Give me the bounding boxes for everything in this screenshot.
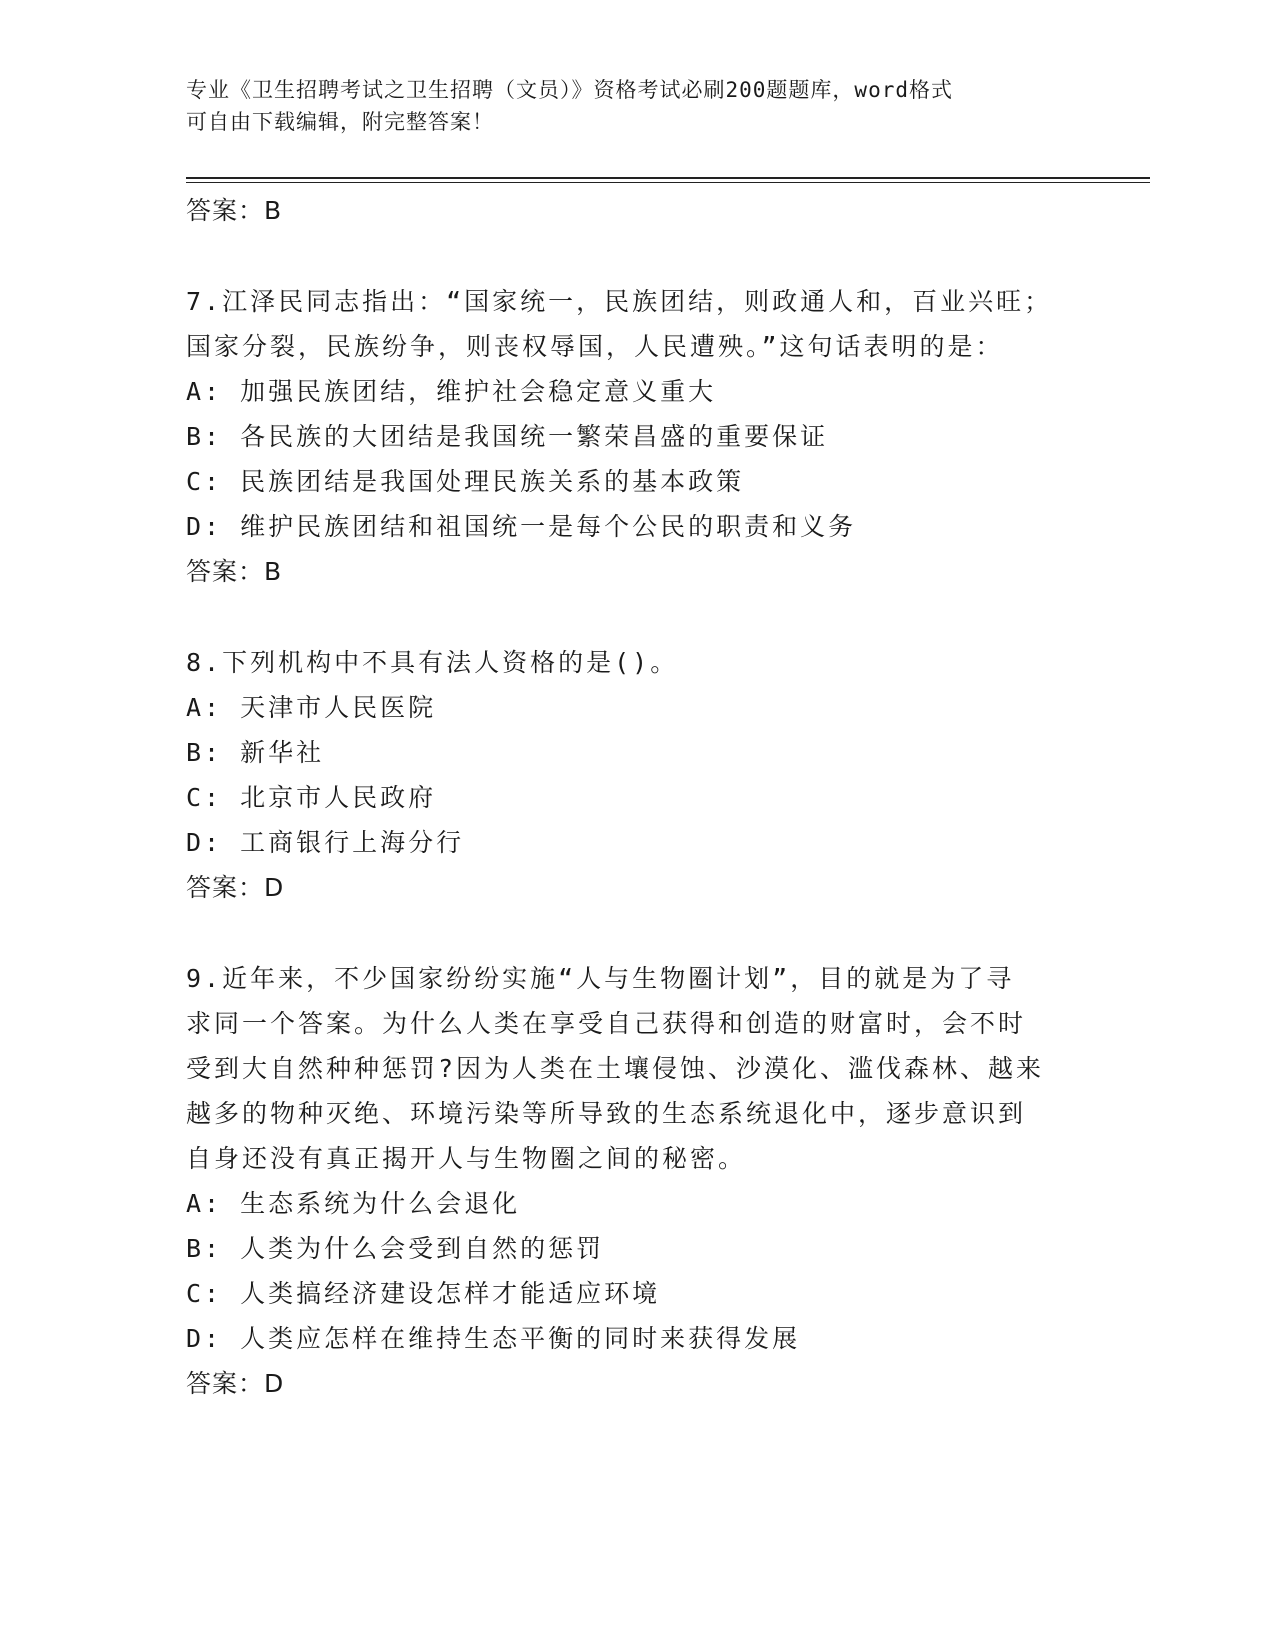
option-c: C: 人类搞经济建设怎样才能适应环境 xyxy=(186,1279,661,1308)
question-8 xyxy=(186,640,1086,911)
question-stem-line: 自身还没有真正揭开人与生物圈之间的秘密。 xyxy=(186,1144,747,1173)
question-stem-line: 受到大自然种种惩罚?因为人类在土壤侵蚀、沙漠化、滥伐森林、越来 xyxy=(186,1054,1045,1083)
option-b: B: 人类为什么会受到自然的惩罚 xyxy=(186,1234,605,1263)
question-7 xyxy=(186,279,1086,595)
question-stem-line: 8.下列机构中不具有法人资格的是()。 xyxy=(186,648,679,677)
option-b: B: 各民族的大团结是我国统一繁荣昌盛的重要保证 xyxy=(186,422,829,451)
answer-8: 答案：D xyxy=(186,873,285,902)
option-a: A: 天津市人民医院 xyxy=(186,693,437,722)
previous-answer: 答案：B xyxy=(186,196,283,225)
document-body xyxy=(186,188,1086,1407)
answer-9: 答案：D xyxy=(186,1369,285,1398)
option-b: B: 新华社 xyxy=(186,738,325,767)
header-line-2: 可自由下载编辑，附完整答案！ xyxy=(186,110,494,134)
header-rule-thin xyxy=(186,182,1150,183)
question-stem-line: 9.近年来，不少国家纷纷实施“人与生物圈计划”，目的就是为了寻 xyxy=(186,964,1015,993)
option-c: C: 民族团结是我国处理民族关系的基本政策 xyxy=(186,467,745,496)
option-d: D: 工商银行上海分行 xyxy=(186,828,465,857)
document-header xyxy=(186,74,1066,138)
header-line-1: 专业《卫生招聘考试之卫生招聘（文员）》资格考试必刷200题题库，word格式 xyxy=(186,78,953,102)
question-stem-line: 越多的物种灭绝、环境污染等所导致的生态系统退化中，逐步意识到 xyxy=(186,1099,1027,1128)
question-9 xyxy=(186,956,1086,1407)
option-c: C: 北京市人民政府 xyxy=(186,783,437,812)
option-d: D: 维护民族团结和祖国统一是每个公民的职责和义务 xyxy=(186,512,857,541)
header-rule-thick xyxy=(186,177,1150,179)
question-stem-line: 7.江泽民同志指出：“国家统一，民族团结，则政通人和，百业兴旺； xyxy=(186,287,1053,316)
option-d: D: 人类应怎样在维持生态平衡的同时来获得发展 xyxy=(186,1324,801,1353)
option-a: A: 生态系统为什么会退化 xyxy=(186,1189,521,1218)
question-stem-line: 国家分裂，民族纷争，则丧权辱国，人民遭殃。”这句话表明的是： xyxy=(186,332,1004,361)
question-stem-line: 求同一个答案。为什么人类在享受自己获得和创造的财富时，会不时 xyxy=(186,1009,1027,1038)
option-a: A: 加强民族团结，维护社会稳定意义重大 xyxy=(186,377,717,406)
answer-7: 答案：B xyxy=(186,557,283,586)
